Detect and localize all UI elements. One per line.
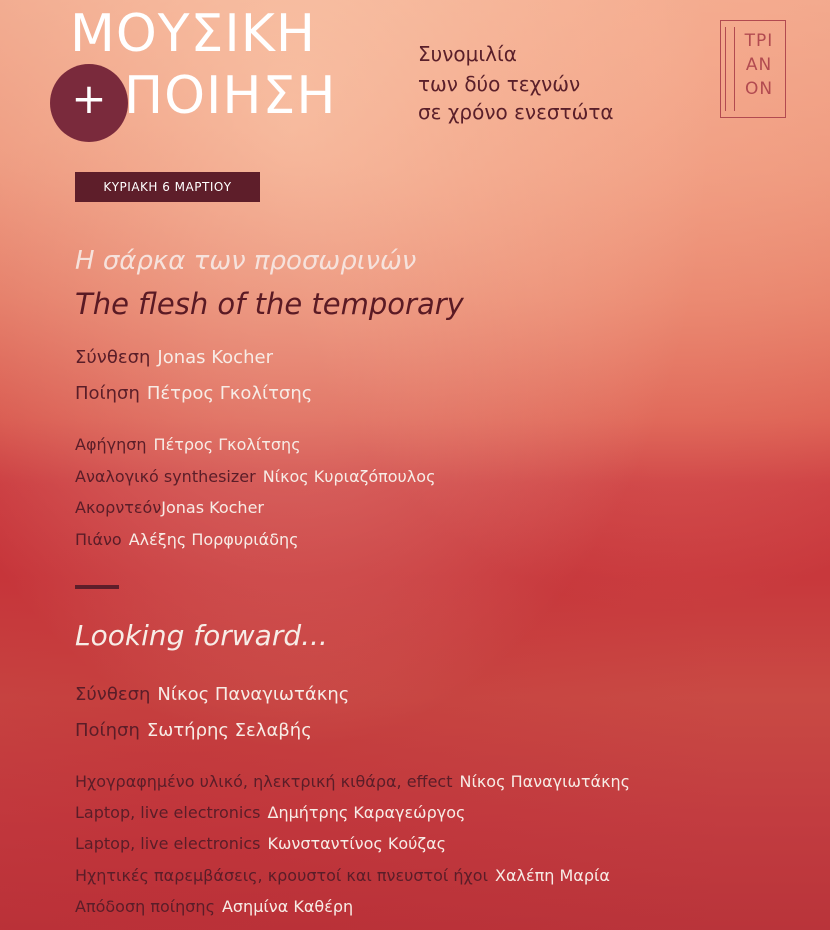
performer-row	[75, 532, 299, 548]
performer-role: Laptop, live electronics	[75, 834, 261, 853]
performer-role: Ακορντεόν	[75, 498, 162, 517]
performer-role: Αφήγηση	[75, 435, 147, 454]
performer-row	[75, 774, 630, 790]
performer-name: Αλέξης Πορφυριάδης	[128, 530, 299, 549]
work2-title: Looking forward...	[75, 619, 328, 652]
credit-row	[75, 385, 312, 403]
performer-name: Πέτρος Γκολίτσης	[153, 435, 301, 454]
section-divider	[75, 585, 119, 589]
trianon-logo	[720, 20, 786, 118]
performer-row	[75, 805, 465, 821]
event-title-poetry: ΠΟΙΗΣΗ	[124, 66, 337, 126]
date-badge: ΚΥΡΙΑΚΗ 6 ΜΑΡΤΙΟΥ	[75, 172, 260, 202]
credit-name: Σωτήρης Σελαβής	[146, 720, 312, 741]
performer-row	[75, 500, 264, 516]
performer-row	[75, 899, 353, 915]
credit-name: Πέτρος Γκολίτσης	[146, 383, 313, 404]
logo-row: ΑΝ	[745, 55, 773, 75]
performer-role: Ηχογραφημένο υλικό, ηλεκτρική κιθάρα, effect	[75, 772, 453, 791]
tagline-line: σε χρόνο ενεστώτα	[418, 100, 614, 124]
performer-name: Κωνσταντίνος Κούζας	[267, 834, 447, 853]
logo-row: ΟΝ	[744, 79, 774, 99]
credit-row	[75, 349, 273, 367]
work1-title-english: The flesh of the temporary	[75, 287, 464, 321]
performer-name: Jonas Kocher	[161, 498, 264, 517]
film-strip-icon	[725, 27, 735, 111]
performer-row	[75, 868, 610, 884]
performer-row	[75, 836, 446, 852]
credit-role: Σύνθεση	[75, 684, 151, 705]
credit-role: Ποίηση	[75, 720, 140, 741]
performer-name: Ασημίνα Καθέρη	[221, 897, 354, 916]
credit-name: Jonas Kocher	[157, 347, 273, 368]
performer-row	[75, 437, 301, 453]
performer-role: Απόδοση ποίησης	[75, 897, 215, 916]
plus-circle-icon: +	[50, 64, 128, 142]
credit-row	[75, 722, 312, 740]
performer-name: Δημήτρης Καραγεώργος	[267, 803, 466, 822]
credit-role: Σύνθεση	[75, 347, 151, 368]
performer-name: Νίκος Κυριαζόπουλος	[262, 467, 436, 486]
logo-row: ΤΡΙ	[744, 31, 774, 51]
performer-name: Νίκος Παναγιωτάκης	[459, 772, 631, 791]
performer-role: Laptop, live electronics	[75, 803, 261, 822]
performer-role: Αναλογικό synthesizer	[75, 467, 256, 486]
performer-name: Χαλέπη Μαρία	[495, 866, 610, 885]
credit-role: Ποίηση	[75, 383, 140, 404]
credit-name: Νίκος Παναγιωτάκης	[157, 684, 350, 705]
performer-role: Ηχητικές παρεμβάσεις, κρουστοί και πνευστοί ήχοι	[75, 866, 488, 885]
event-title-music: ΜΟΥΣΙΚΗ	[70, 4, 316, 64]
credit-row	[75, 686, 349, 704]
tagline-line: των δύο τεχνών	[418, 72, 581, 96]
work1-title-greek: Η σάρκα των προσωρινών	[75, 246, 417, 276]
performer-row	[75, 469, 435, 485]
performer-role: Πιάνο	[75, 530, 122, 549]
tagline-line: Συνομιλία	[418, 42, 517, 66]
